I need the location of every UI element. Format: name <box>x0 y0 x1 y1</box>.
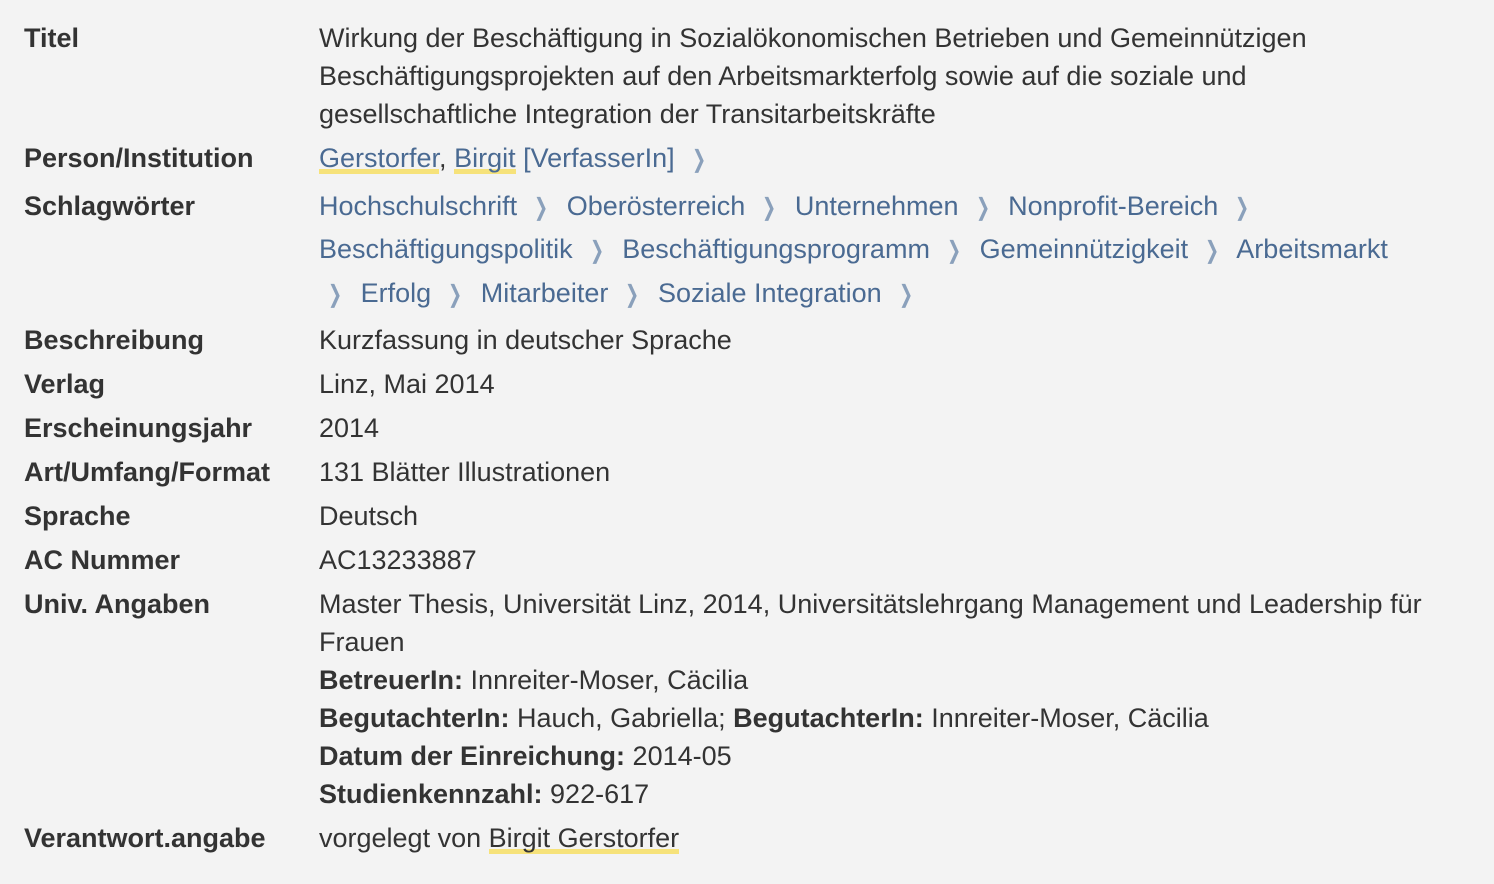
label-keywords: Schlagwörter <box>24 191 196 221</box>
label-univ: Univ. Angaben <box>24 589 211 619</box>
keyword-link[interactable]: Soziale Integration <box>657 278 882 308</box>
person-last-name-link[interactable]: Gerstorfer <box>319 143 440 173</box>
keyword-link[interactable]: Beschäftigungsprogramm <box>622 234 930 264</box>
responsibility-name-link[interactable]: Birgit Gerstorfer <box>488 823 680 853</box>
chevron-right-icon[interactable]: ❯ <box>1235 194 1250 221</box>
keyword-link[interactable]: Oberösterreich <box>566 191 746 221</box>
ac-number-value: AC13233887 <box>319 545 477 575</box>
reviewer-label: BegutachterIn: <box>733 703 924 733</box>
chevron-right-icon[interactable]: ❯ <box>625 281 640 308</box>
study-code-line <box>319 775 1469 813</box>
title-line: Beschäftigungsprojekten auf den Arbeitsmarkterfolg sowie auf die soziale und <box>319 61 1247 91</box>
person-value <box>319 139 1469 179</box>
submission-value: 2014-05 <box>632 741 732 771</box>
supervisor-label: BetreuerIn: <box>319 665 464 695</box>
keywords-line <box>319 272 924 316</box>
chevron-right-icon[interactable]: ❯ <box>691 146 706 173</box>
responsibility-prefix: vorgelegt von <box>319 823 482 853</box>
univ-line: Master Thesis, Universität Linz, 2014, Universitätslehrgang Management und Leadership für <box>319 589 1422 619</box>
label-responsibility: Verantwort.angabe <box>24 823 266 853</box>
chevron-right-icon[interactable]: ❯ <box>975 194 990 221</box>
person-first-name-link[interactable]: Birgit <box>454 143 516 173</box>
publisher-value: Linz, Mai 2014 <box>319 369 495 399</box>
univ-line: Frauen <box>319 627 405 657</box>
keyword-link[interactable]: Mitarbeiter <box>480 278 609 308</box>
keyword-link[interactable]: Nonprofit-Bereich <box>1008 191 1219 221</box>
reviewer-value: Hauch, Gabriella; <box>517 703 726 733</box>
chevron-right-icon[interactable]: ❯ <box>534 194 549 221</box>
keywords-list <box>319 185 1469 315</box>
keyword-link[interactable]: Gemeinnützigkeit <box>979 234 1189 264</box>
keyword-link[interactable]: Erfolg <box>360 278 432 308</box>
title-line: gesellschaftliche Integration der Transitarbeitskräfte <box>319 99 936 129</box>
chevron-right-icon[interactable]: ❯ <box>762 194 777 221</box>
supervisor-line <box>319 661 1469 699</box>
label-year: Erscheinungsjahr <box>24 413 253 443</box>
keyword-link[interactable]: Hochschulschrift <box>319 191 518 221</box>
reviewer-value: Innreiter-Moser, Cäcilia <box>931 703 1209 733</box>
label-title: Titel <box>24 23 80 53</box>
title-line: Wirkung der Beschäftigung in Sozialökonomischen Betrieben und Gemeinnützigen <box>319 23 1307 53</box>
person-separator: , <box>439 143 447 173</box>
label-ac-number: AC Nummer <box>24 545 181 575</box>
reviewer-line <box>319 699 1469 737</box>
univ-value <box>319 585 1469 813</box>
keywords-line <box>319 185 1260 229</box>
reviewer-label: BegutachterIn: <box>319 703 510 733</box>
person-role[interactable]: [VerfasserIn] <box>523 143 675 173</box>
year-value: 2014 <box>319 413 380 443</box>
responsibility-value <box>319 819 1469 857</box>
study-code-label: Studienkennzahl: <box>319 779 543 809</box>
language-value: Deutsch <box>319 501 419 531</box>
keyword-link[interactable]: Arbeitsmarkt <box>1236 234 1388 264</box>
label-publisher: Verlag <box>24 369 106 399</box>
chevron-right-icon[interactable]: ❯ <box>328 281 343 308</box>
keyword-link[interactable]: Unternehmen <box>794 191 959 221</box>
description-value: Kurzfassung in deutscher Sprache <box>319 325 732 355</box>
keyword-link[interactable]: Beschäftigungspolitik <box>319 234 573 264</box>
chevron-right-icon[interactable]: ❯ <box>898 281 913 308</box>
supervisor-value: Innreiter-Moser, Cäcilia <box>470 665 749 695</box>
chevron-right-icon[interactable]: ❯ <box>946 237 962 264</box>
submission-line <box>319 737 1469 775</box>
chevron-right-icon[interactable]: ❯ <box>589 237 604 264</box>
label-person: Person/Institution <box>24 143 254 173</box>
label-language: Sprache <box>24 501 131 531</box>
format-value: 131 Blätter Illustrationen <box>319 457 611 487</box>
chevron-right-icon[interactable]: ❯ <box>448 281 463 308</box>
label-description: Beschreibung <box>24 325 205 355</box>
title-value <box>319 19 1469 133</box>
submission-label: Datum der Einreichung: <box>319 741 626 771</box>
study-code-value: 922-617 <box>550 779 650 809</box>
chevron-right-icon[interactable]: ❯ <box>1205 237 1220 264</box>
label-format: Art/Umfang/Format <box>24 457 271 487</box>
keywords-line <box>319 228 1388 272</box>
